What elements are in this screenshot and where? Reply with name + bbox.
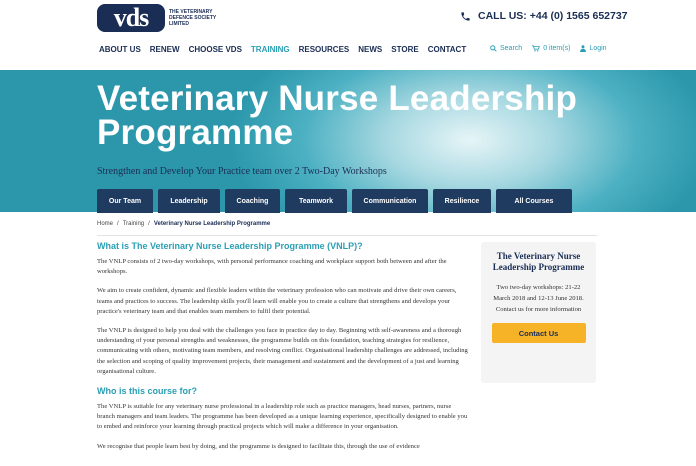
hero-subtitle: Strengthen and Develop Your Practice team over 2 Two-Day Workshops [97,166,387,177]
breadcrumb-separator: / [148,221,150,227]
user-icon [580,45,586,52]
communication-button[interactable]: Communication [352,189,428,213]
breadcrumb-training[interactable]: Training [122,221,145,227]
paragraph: We aim to create confident, dynamic and flexible leaders within the veterinary profession who can motivate and drive their own careers, teams and practices to success. The leadership skills you'll learn will enable you to create a culture that strengthens and develops your practice's veterinary team and that enables team members to fulfil their potential. [97,287,457,315]
breadcrumb-home[interactable]: Home [97,221,114,227]
main-nav [99,45,466,54]
nav-renew[interactable]: RENEW [149,45,180,54]
call-us[interactable] [460,10,628,22]
phone-icon [460,11,471,22]
login-link[interactable] [580,45,606,52]
coaching-button[interactable]: Coaching [225,189,280,213]
section-heading: What is The Veterinary Nurse Leadership Programme (VNLP)? [97,241,363,251]
course-category-buttons [97,189,572,213]
leadership-button[interactable]: Leadership [158,189,220,213]
teamwork-button[interactable]: Teamwork [285,189,347,213]
nav-resources[interactable]: RESOURCES [298,45,350,54]
nav-about-us[interactable]: ABOUT US [99,45,141,54]
search-icon [490,45,497,52]
nav-choose-vds[interactable]: CHOOSE VDS [188,45,242,54]
cart-link[interactable] [532,45,570,52]
logo-tagline: THE VETERINARY DEFENCE SOCIETY LIMITED [169,9,217,27]
paragraph: The VNLP is designed to help you deal with the challenges you face in practice day to day. Beginning with self-awareness and a thorough understanding of your personal strengths and weaknesses, the programme builds on this foundation, teaching strategies for resilience, communicating with others, motivating team members, and resolving conflict. Organisational leadership challenges are addressed, including the selection and scoping of quality improvement projects, their management and sustainment and the development of a just and learning organisational culture. [97,327,468,375]
nav-training[interactable]: TRAINING [250,45,290,54]
cart-icon [532,45,540,52]
all-courses-button[interactable]: All Courses [496,189,572,213]
contact-us-button[interactable]: Contact Us [492,323,586,343]
utility-links [490,45,607,52]
breadcrumb-separator: / [117,221,119,227]
nav-news[interactable]: NEWS [358,45,383,54]
nav-store[interactable]: STORE [391,45,419,54]
divider [97,235,597,236]
page-title: Veterinary Nurse Leadership Programme [97,79,578,152]
nav-contact[interactable]: CONTACT [427,45,467,54]
breadcrumb [97,221,270,227]
paragraph: The VNLP is suitable for any veterinary nurse professional in a leadership role such as practice managers, head nurses, partners, nurse branch managers and team leaders. The programme has been developed as a unique learning experience, specifically designed to enable you to embed and reinforce your learning through practical projects which will make a difference in your organisation. [97,403,468,431]
section-heading: Who is this course for? [97,386,198,397]
site-header [0,0,696,70]
our-team-button[interactable]: Our Team [97,189,153,213]
programme-info-card [481,242,596,383]
search-label: Search [500,45,523,52]
card-text: Two two-day workshops: 21-22 March 2018 and 12-13 June 2018. Contact us for more information [493,284,584,313]
call-us-text: CALL US: +44 (0) 1565 652737 [478,10,628,22]
logo-mark: vds [97,4,165,32]
breadcrumb-current: Veterinary Nurse Leadership Programme [153,221,271,227]
paragraph: We recognise that people learn best by doing, and the programme is designed to facilitate this, through the use of evidence [97,442,420,450]
vds-logo[interactable] [97,4,217,32]
main-content [97,241,469,461]
cart-label: 0 item(s) [543,45,571,52]
card-title: The Veterinary Nurse Leadership Programme [492,251,585,272]
search-link[interactable] [490,45,522,52]
paragraph: The VNLP consists of 2 two-day workshops, with personal performance coaching and workplace support both between and after the workshops. [97,258,447,276]
hero-banner [0,70,696,212]
login-label: Login [589,45,607,52]
resilience-button[interactable]: Resilience [433,189,491,213]
